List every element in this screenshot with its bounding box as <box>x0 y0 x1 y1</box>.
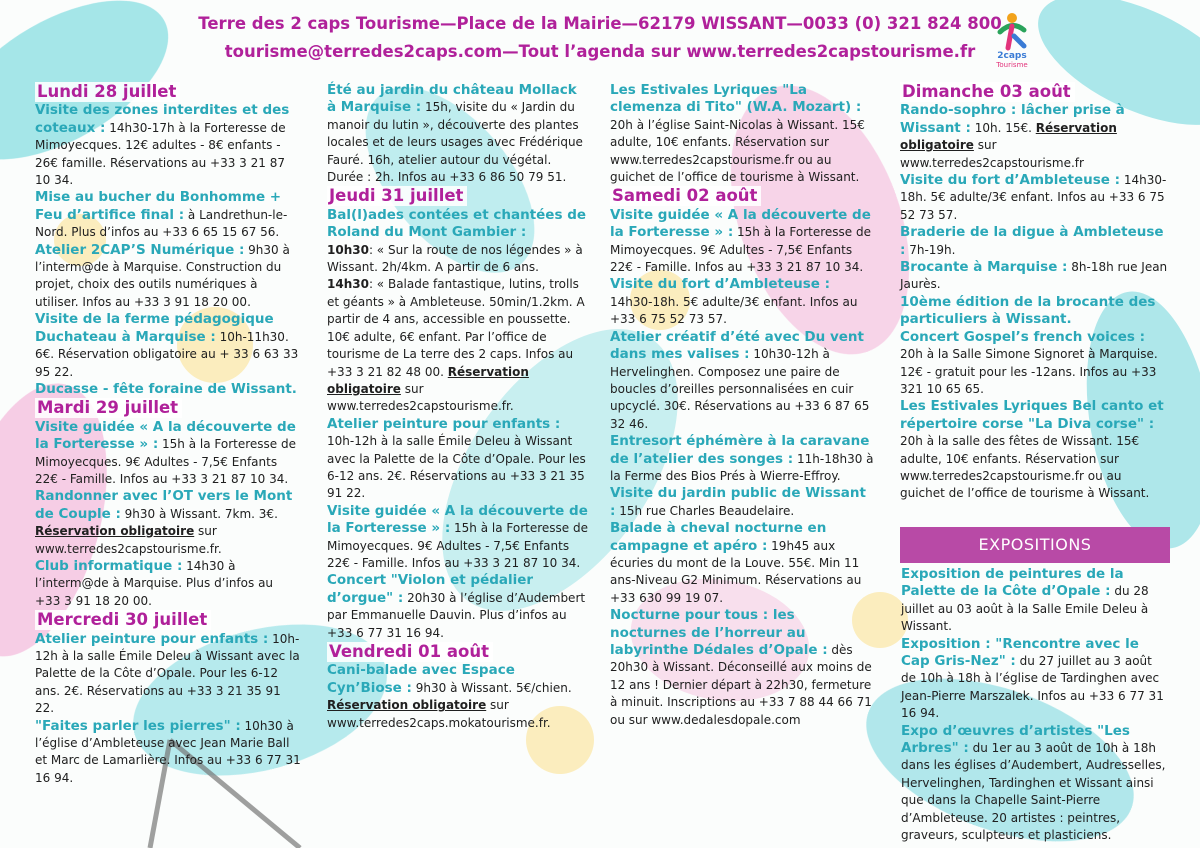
event-details: 15h à la Forteresse de Mimoyecques. 9€ Adultes - 7,5€ Enfants 22€ - Famille. Infos au +33 3 21 87 10 34. <box>327 521 588 570</box>
event-details: 14h30-18h. 5€ adulte/3€ enfant. Infos au +33 6 75 52 73 57. <box>610 294 858 327</box>
event-item <box>901 566 1169 636</box>
event-item <box>610 82 875 186</box>
event-website[interactable]: sur www.terredes2capstourisme.fr <box>900 138 1084 170</box>
event-website[interactable]: sur www.terredes2caps.mokatourisme.fr. <box>327 698 551 730</box>
event-details: du 1er au 3 août de 10h à 18h dans les églises d’Audembert, Audresselles, Hervelinghen, Tardinghen et Wissant ainsi que dans la Chapelle Saint-Pierre d’Ambleteuse. 20 artistes : peintres, graveurs, sculpteurs et plasticiens. <box>901 741 1166 843</box>
event-details: 7h-19h. <box>905 242 956 257</box>
day-wrap <box>610 186 875 206</box>
event-title: Visite du fort d’Ambleteuse : <box>900 172 1121 189</box>
column-2 <box>327 82 590 732</box>
event-title: Nocturne pour tous : les nocturnes de l’horreur au labyrinthe Dédales d’Opale : <box>610 607 828 658</box>
event-details: dès 20h30 à Wissant. Déconseillé aux moins de 12 ans ! Dernier départ à 22h30, fermeture à minuit. Inscriptions au +33 7 88 44 66 71 ou sur www.dedalesdopale.com <box>610 643 872 727</box>
event-title: Atelier 2CAP’S Numérique : <box>35 241 245 258</box>
event-title: Exposition : "Rencontre avec le Cap Gris-Nez" : <box>901 635 1139 670</box>
event-item <box>901 723 1169 845</box>
column-4 <box>900 82 1170 503</box>
event-title: Atelier peinture pour enfants : <box>35 630 269 647</box>
logo-text-tourisme: Tourisme <box>996 61 1028 69</box>
booking-required: Réservation obligatoire <box>900 120 1117 153</box>
event-details: 14h30-18h. 5€ adulte/3€ enfant. Infos au +33 6 75 52 73 57. <box>900 173 1167 222</box>
logo-text-2caps: 2caps <box>997 51 1027 61</box>
event-title: Visite de la ferme pédagogique Duchateau à Marquise : <box>35 311 274 345</box>
event-details: 10h-12h à la salle Émile Deleu à Wissant avec la Palette de la Côte d’Opale. Pour les 6-12 ans. 2€. Réservations au +33 3 21 35 91 22. <box>35 631 300 716</box>
event-item <box>35 631 301 718</box>
day-heading: Vendredi 01 août <box>327 642 493 662</box>
day-wrap <box>35 398 301 418</box>
contact-line: Terre des 2 caps Tourisme—Place de la Mairie—62179 WISSANT—0033 (0) 321 824 800 <box>198 14 1002 33</box>
event-title: Brocante à Marquise : <box>900 259 1068 276</box>
event-details: 15h à la Forteresse de Mimoyecques. 9€ Adultes - 7,5€ Enfants 22€ - Famille. Infos au +33 3 21 87 10 34. <box>610 225 871 275</box>
expositions-heading: EXPOSITIONS <box>900 527 1170 563</box>
event-item <box>900 294 1170 329</box>
day-wrap <box>327 642 590 662</box>
event-item <box>35 102 301 189</box>
event-item <box>610 607 875 729</box>
event-details: 10h. 15€. <box>970 120 1036 135</box>
event-title: Ducasse - fête foraine de Wissant. <box>35 380 297 397</box>
event-item <box>35 718 301 788</box>
booking-required: Réservation obligatoire <box>327 698 487 713</box>
event-item <box>35 419 301 489</box>
day-wrap <box>900 82 1170 102</box>
event-details: 11h-18h30 à la Ferme des Bios Prés à Wierre-Effroy. <box>610 451 874 483</box>
event-title: Visite du jardin public de Wissant : <box>610 485 866 519</box>
event-title: Visite guidée « A la découverte de la Forteresse » : <box>35 418 296 453</box>
event-item <box>327 82 590 186</box>
event-title: Les Estivales Lyriques "La clemenza di Tito" (W.A. Mozart) : <box>610 82 862 116</box>
booking-required: Réservation obligatoire <box>35 524 195 539</box>
event-item <box>610 485 875 520</box>
event-details: 20h à la salle des fêtes de Wissant. 15€ adulte, 10€ enfants. Réservation sur www.terredes2capstourisme.fr ou au guichet de l’office de tourisme à Wissant. <box>900 434 1150 501</box>
event-time: 10h30 <box>327 242 369 257</box>
event-details: à Landrethun-le-Nord. Plus d’infos au +33 6 65 15 67 56. <box>35 207 288 240</box>
event-title: Exposition de peintures de la Palette de la Côte d’Opale : <box>901 566 1124 600</box>
event-details: 19h45 aux écuries du mont de la Louve. 55€. Min 11 ans-Niveau G2 Minimum. Réservations au +33 630 99 19 07. <box>610 538 862 605</box>
column-3 <box>610 82 875 729</box>
day-heading: Jeudi 31 juillet <box>327 186 467 206</box>
event-details: 10h30 à l’église d’Ambleteuse avec Jean Marie Ball et Marc de Lamarlière. Infos au +33 6 77 31 16 94. <box>35 718 301 785</box>
event-item <box>900 172 1170 224</box>
event-item <box>610 276 875 328</box>
event-details: 10h30-12h à Hervelinghen. Composez une paire de boucles d’oreilles personnalisées en cuir upcyclé. 30€. Réservations au +33 6 87 65 32 46. <box>610 347 870 431</box>
event-details: 14h30 à l’interm@de à Marquise. Plus d’infos au +33 3 91 18 20 00. <box>35 558 274 608</box>
event-item <box>35 242 301 312</box>
event-title: 10ème édition de la brocante des particuliers à Wissant. <box>900 293 1156 328</box>
day-heading: Lundi 28 juillet <box>35 82 180 102</box>
column-1 <box>35 82 301 787</box>
event-title: Cani-balade avec Espace Cyn’Biose : <box>327 662 515 696</box>
event-item <box>900 102 1170 172</box>
event-title: Entresort éphémère à la caravane de l’atelier des songes : <box>610 433 870 467</box>
logo-icon <box>990 8 1034 52</box>
event-title: Visite guidée « A la découverte de la Forteresse » : <box>327 502 588 537</box>
event-title: Été au jardin du château Mollack à Marquise : <box>327 82 577 116</box>
event-title: Mise au bucher du Bonhomme + Feu d’artifice final : <box>35 189 282 223</box>
event-title: Visite guidée « A la découverte de la Forteresse » : <box>610 206 871 241</box>
event-title: Randonner avec l’OT vers le Mont de Couple : <box>35 488 293 522</box>
event-item <box>610 520 875 607</box>
event-item <box>327 662 590 732</box>
event-details: du 27 juillet au 3 août de 10h à 18h à l’église de Tardinghen avec Jean-Pierre Marszalek. Infos au +33 6 77 31 16 94. <box>901 654 1164 721</box>
event-item <box>327 416 590 503</box>
brand-logo <box>990 8 1034 68</box>
event-details: : « Sur la route de nos légendes » à Wissant. 2h/4km. A partir de 6 ans. <box>327 242 583 275</box>
event-details: : « Balade fantastique, lutins, trolls et géants » à Ambleteuse. 50min/1.2km. A partir de 4 ans, accessible en poussette. 10€ adulte, 6€ enfant. Par l’office de tourisme de La terre des 2 caps. Infos au +33 3 21 82 48 00. <box>327 277 585 379</box>
event-title: "Faites parler les pierres" : <box>35 717 241 734</box>
event-website[interactable]: sur www.terredes2capstourisme.fr. <box>327 381 514 414</box>
web-line[interactable]: tourisme@terredes2caps.com—Tout l’agenda sur www.terredes2capstourisme.fr <box>224 42 976 61</box>
event-title: Club informatique : <box>35 557 183 574</box>
event-time: 14h30 <box>327 277 369 292</box>
day-heading: Samedi 02 août <box>610 186 761 206</box>
event-title: Atelier créatif d’été avec Du vent dans mes valises : <box>610 328 864 363</box>
day-wrap <box>35 610 301 630</box>
booking-required: Réservation obligatoire <box>327 364 529 396</box>
event-title: Les Estivales Lyriques Bel canto et répertoire corse "La Diva corse" : <box>900 398 1164 432</box>
event-item <box>900 224 1170 259</box>
event-title: Bal(l)ades contées et chantées de Roland du Mont Gambier : <box>327 206 587 241</box>
event-item <box>35 381 301 398</box>
event-item <box>327 207 590 242</box>
event-item <box>35 488 301 558</box>
event-item <box>327 572 590 642</box>
day-heading: Dimanche 03 août <box>900 82 1075 102</box>
event-item <box>35 189 301 241</box>
event-title: Visite du fort d’Ambleteuse : <box>610 276 831 293</box>
event-item <box>610 207 875 277</box>
event-title: Atelier peinture pour enfants : <box>327 415 561 432</box>
event-details: 15h à la Forteresse de Mimoyecques. 9€ Adultes - 7,5€ Enfants 22€ - Famille. Infos au +33 3 21 87 10 34. <box>35 437 296 486</box>
event-details: 8h-18h rue Jean Jaurès. <box>900 260 1168 292</box>
event-details: 14h30-17h à la Forteresse de Mimoyecques. 12€ adultes - 8€ enfants - 26€ famille. Réservations au +33 3 21 87 10 34. <box>35 120 286 188</box>
event-details: 15h rue Charles Beaudelaire. <box>615 503 795 518</box>
event-website[interactable]: sur www.terredes2capstourisme.fr. <box>35 524 222 556</box>
event-details: 20h à la Salle Simone Signoret à Marquise. 12€ - gratuit pour les -12ans. Infos au +33 321 10 65 65. <box>900 347 1158 396</box>
event-item <box>35 558 301 610</box>
event-item <box>900 259 1170 294</box>
event-title: Braderie de la digue à Ambleteuse : <box>900 224 1164 258</box>
day-heading: Mardi 29 juillet <box>35 398 182 418</box>
event-details: 10h-11h30. 6€. Réservation obligatoire au + 33 6 63 33 95 22. <box>35 329 299 379</box>
event-item <box>327 276 590 415</box>
day-heading: Mercredi 30 juillet <box>35 610 211 630</box>
event-title: Balade à cheval nocturne en campagne et apéro : <box>610 520 827 554</box>
event-item <box>327 503 590 573</box>
event-title: Concert Gospel’s french voices : <box>900 328 1146 345</box>
event-item <box>610 329 875 433</box>
event-title: Rando-sophro : lâcher prise à Wissant : <box>900 102 1125 136</box>
event-item <box>35 311 301 381</box>
event-details: 20h à l’église Saint-Nicolas à Wissant. 15€ adulte, 10€ enfants. Réservation sur www.terredes2capstourisme.fr ou au guichet de l’office de tourisme à Wissant. <box>610 117 865 185</box>
event-item <box>610 433 875 485</box>
event-title: Concert "Violon et pédalier d’orgue" : <box>327 572 534 606</box>
event-item <box>900 398 1170 502</box>
event-item <box>901 636 1169 723</box>
event-item <box>327 242 590 277</box>
expositions-list <box>901 566 1169 845</box>
event-title: Visite des zones interdites et des coteaux : <box>35 102 290 136</box>
event-details: 10h-12h à la salle Émile Deleu à Wissant avec la Palette de la Côte d’Opale. Pour les 6-12 ans. 2€. Réservations au +33 3 21 35 91 22. <box>327 434 586 501</box>
event-details: du 28 juillet au 03 août à la Salle Emile Deleu à Wissant. <box>901 584 1149 634</box>
event-title: Expo d’œuvres d’artistes "Les Arbres" : <box>901 722 1130 757</box>
event-details: 9h30 à Wissant. 7km. 3€. <box>120 506 278 521</box>
event-details: 9h30 à l’interm@de à Marquise. Construction du projet, choix des outils numériques à utiliser. Infos au +33 3 91 18 20 00. <box>35 242 290 309</box>
event-details: 20h30 à l’église d’Audembert par Emmanuelle Dauvin. Plus d’infos au +33 6 77 31 16 94. <box>327 590 586 640</box>
event-item <box>900 329 1170 399</box>
event-details: 9h30 à Wissant. 5€/chien. <box>411 680 572 695</box>
event-details: 15h, visite du « Jardin du manoir du lutin », découverte des plantes locales et de leurs usages avec Frédérique Fauré. 16h, atelier autour du végétal. Durée : 2h. Infos au +33 6 86 50 79 51. <box>327 100 583 185</box>
day-wrap <box>327 186 590 206</box>
day-wrap <box>35 82 301 102</box>
